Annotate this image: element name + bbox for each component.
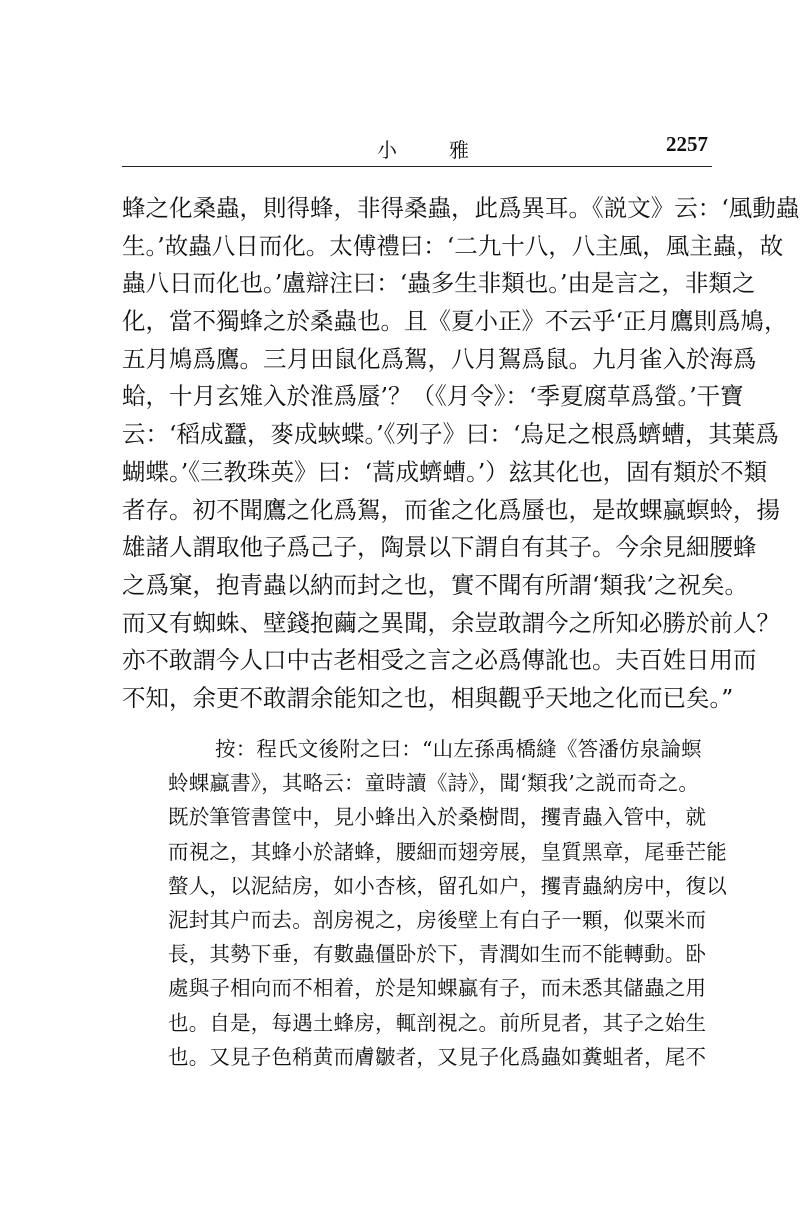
text-line: 生。’故蟲八日而化。太傅禮曰：‘二九十八，八主風，風主蟲，故	[122, 231, 784, 260]
note-line: 按：程氏文後附之曰：“山左孫禹橋縫《答潘仿泉論螟	[215, 737, 702, 761]
note-line: 泥封其户而去。剖房視之，房後壁上有白子一顆，似粟米而	[168, 907, 707, 932]
text-line: 五月鳩爲鷹。三月田鼠化爲鴽，八月鴽爲鼠。九月雀入於海爲	[122, 344, 757, 373]
text-line: 而又有蜘蛛、壁錢抱繭之異聞，余豈敢謂今之所知必勝於前人？	[122, 608, 780, 637]
note-line: 處與子相向而不相着，於是知蜾蠃有子，而未悉其儲蟲之用	[168, 976, 707, 1001]
text-line: 蜂之化桑蟲，則得蜂，非得桑蟲，此爲異耳。《説文》云：‘風動蟲	[122, 194, 800, 222]
running-title: 小雅	[377, 138, 521, 162]
text-line: 化，當不獨蜂之於桑蟲也。且《夏小正》不云乎‘正月鷹則爲鳩，	[122, 307, 788, 336]
annotation-note	[168, 732, 728, 1074]
text-line: 亦不敢謂今人口中古老相受之言之必爲傳訛也。夫百姓日用而	[122, 646, 757, 675]
text-line: 雄諸人謂取他子爲己子，陶景以下謂自有其子。今余見細腰蜂	[122, 533, 757, 562]
note-line: 螫人，以泥結房，如小杏核，留孔如户，攫青蟲納房中，復以	[168, 873, 727, 898]
text-line: 蟲八日而化也。’盧辯注曰：‘蟲多生非類也。’由是言之，非類之	[122, 269, 756, 298]
note-line: 也。又見子色稍黄而膚皺者，又見子化爲蟲如糞蛆者，尾不	[168, 1044, 707, 1069]
page-number: 2257	[666, 132, 708, 156]
page-header	[122, 126, 712, 167]
text-line: 之爲窠，抱青蟲以納而封之也，實不聞有所謂‘類我’之祝矣。	[122, 570, 748, 599]
text-line: 蛤，十月玄雉入於淮爲蜃’？（《月令》：‘季夏腐草爲螢。’干寶	[122, 382, 744, 411]
note-line: 蛉蜾蠃書》，其略云：童時讀《詩》，聞‘類我’之説而奇之。	[168, 771, 700, 796]
note-line: 而視之，其蜂小於諸蜂，腰細而翅旁展，皇質黑章，尾垂芒能	[168, 839, 727, 864]
note-line: 既於筆管書筐中，見小蜂出入於桑樹間，攫青蟲入管中，就	[168, 805, 707, 830]
main-text	[122, 190, 800, 718]
text-line: 不知，余更不敢謂余能知之也，相與觀乎天地之化而已矣。”	[122, 683, 734, 712]
note-line: 也。自是，每遇土蜂房，輒剖視之。前所見者，其子之始生	[168, 1010, 707, 1035]
text-line: 者存。初不聞鷹之化爲鴽，而雀之化爲蜃也，是故蜾蠃螟蛉，揚	[122, 495, 780, 524]
text-line: 云：‘稻成蠶，麥成蛺蝶。’《列子》曰：‘烏足之根爲蠐螬，其葉爲	[122, 420, 779, 449]
text-line: 蝴蝶。’《三教珠英》曰：‘蒿成蠐螬。’）玆其化也，固有類於不類	[122, 457, 768, 486]
note-line: 長，其勢下垂，有數蟲僵卧於下，青潤如生而不能轉動。卧	[168, 942, 707, 967]
